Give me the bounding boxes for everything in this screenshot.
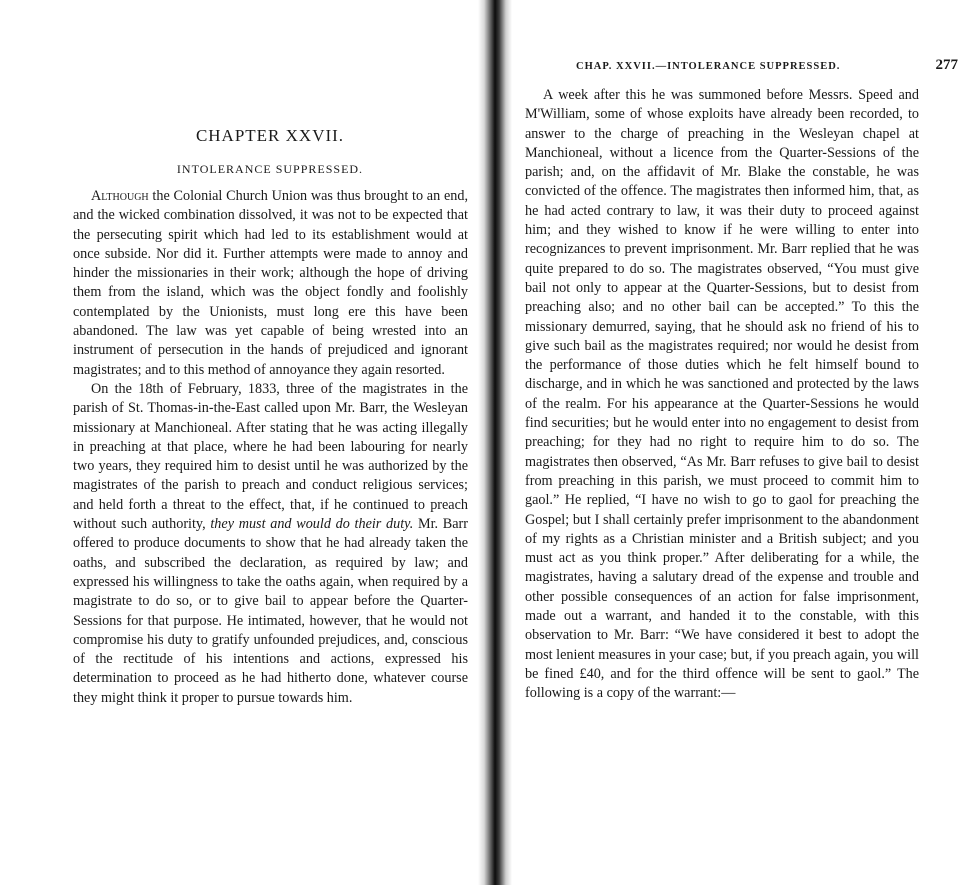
running-title: CHAP. XXVII.—INTOLERANCE SUPPRESSED. xyxy=(576,61,841,72)
paragraph-text: Mr. Barr offered to produce documents to show that he had already taken the oaths, and subscribed the declaration, as required by law; and expressed his willingness to take the oaths again, when required by a magistrate to do so, or to give bail to appear before the Quarter-Sessions for that purpose. He intimated, however, that he would not compromise his duty to gratify unfounded prejudices, and, conscious of the rectitude of his intentions and actions, expressed his determination to proceed as he had hitherto done, whatever course they might think it proper to pursue towards him. xyxy=(73,516,468,706)
page-number: 277 xyxy=(935,57,958,73)
chapter-subtitle: INTOLERANCE SUPPRESSED. xyxy=(176,162,364,176)
paragraph: A week after this he was summoned before Messrs. Speed and M'William, some of whose exploits have already been recorded, to answer to the charge of preaching in the Wesleyan chapel at Manchioneal, without a licence from the Quarter-Sessions of the parish; and, on the affidavit of Mr. Blake the constable, he was convicted of the offence. The magistrates then informed him, that, as he had acted contrary to law, it was their duty to proceed against him; and they wished to know if he were willing to enter into recognizances to prevent imprisonment. Mr. Barr replied that he was quite prepared to do so. The magistrates observed, “You must give bail not only to appear at the Quarter-Sessions, but to desist from preaching also; and no other bail can be accepted.” To this the missionary demurred, saying, that he should ask no friend of his to give such bail as the magistrates required; nor would he desist from the performance of those duties which he felt himself bound to discharge, and in which he was sanctioned and protected by the laws of the realm. For his appearance at the Quarter-Sessions he would find securities; but he would enter into no engagement to desist from preaching; for they had no right to require him to do so. The magistrates then observed, “As Mr. Barr refuses to give bail to desist from preaching in this parish, we must proceed to commit him to gaol.” He replied, “I have no wish to go to gaol for preaching the Gospel; but I shall certainly prefer imprisonment to the abandonment of my rights as a Christian minister and a British subject; and you must act as you think proper.” After deliberating for a while, the magistrates, having a salutary dread of the expense and trouble and other possible consequences of an action for false imprisonment, made out a warrant, and handed it to the constable, with this observation to Mr. Barr: “We have considered it best to adopt the most lenient measures in your case; but, if you preach again, you will be fined £40, and for the third offence will be sent to gaol.” The following is a copy of the warrant:— xyxy=(525,87,919,702)
running-head xyxy=(576,57,958,74)
right-page-body xyxy=(525,86,919,704)
chapter-heading: CHAPTER XXVII. xyxy=(195,126,345,145)
left-page-body xyxy=(73,187,468,708)
right-page xyxy=(506,0,980,885)
paragraph xyxy=(73,380,468,708)
drop-word: Although xyxy=(91,188,149,204)
paragraph xyxy=(73,187,468,380)
italic-quote: they must and would do their duty. xyxy=(210,516,414,533)
paragraph-text: the Colonial Church Union was thus brought to an end, and the wicked combination dissolved, it was not to be expected that the persecuting spirit which had led to its establishment would at once subside. Nor did it. Further attempts were made to annoy and hinder the missionaries in their work; although the hope of driving them from the island, which was the object fondly and foolishly contemplated by the Unionists, must long ere this have been abandoned. The law was yet capable of being wrested into an instrument of persecution in the hands of prejudiced and ignorant magistrates; and to this method of annoyance they again resorted. xyxy=(73,188,468,378)
paragraph-text: On the 18th of February, 1833, three of the magistrates in the parish of St. Thomas-in-the-East called upon Mr. Barr, the Wesleyan missionary at Manchioneal. After stating that he was acting illegally in preaching at that place, where he had been labouring for nearly two years, they required him to desist until he was authorized by the magistrates of the parish to preach and conduct religious services; and held forth a threat to the effect, that, if he continued to preach without such authority, xyxy=(73,380,468,533)
left-page xyxy=(0,0,482,885)
